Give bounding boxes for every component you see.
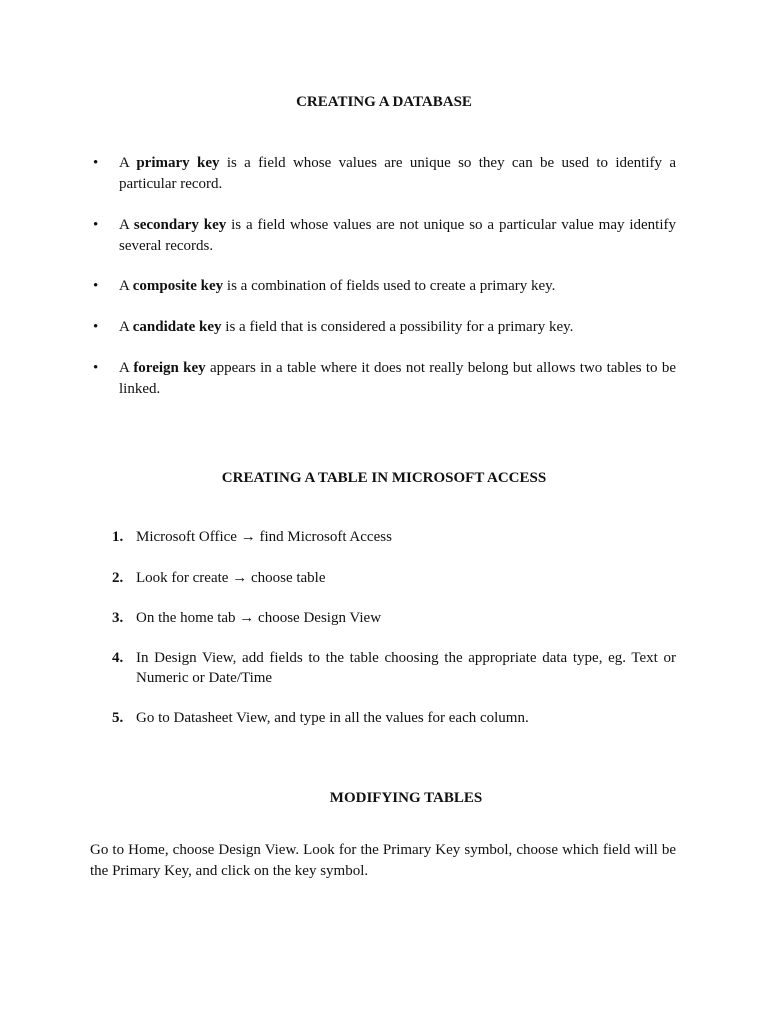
step-number: 2.	[112, 570, 124, 586]
list-item-text: A composite key is a combination of fields used to create a primary key.	[119, 278, 556, 294]
bullet-icon: •	[93, 278, 99, 294]
section-title-creating-table: CREATING A TABLE IN MICROSOFT ACCESS	[221, 470, 547, 486]
section-title-creating-database: CREATING A DATABASE	[296, 94, 472, 110]
modifying-tables-paragraph: Go to Home, choose Design View. Look for the Primary Key symbol, choose which field will be the Primary Key, and click on the key symbol.	[90, 842, 676, 879]
list-item-text: A candidate key is a field that is considered a possibility for a primary key.	[119, 319, 574, 335]
bullet-icon: •	[93, 217, 99, 233]
step-text: On the home tab → choose Design View	[136, 610, 382, 626]
list-item-text: A foreign key appears in a table where it does not really belong but allows two tables to be linked.	[119, 360, 676, 397]
step-text: In Design View, add fields to the table choosing the appropriate data type, eg. Text or Numeric or Date/Time	[136, 650, 676, 686]
section-title-modifying-tables: MODIFYING TABLES	[329, 790, 483, 806]
step-text: Go to Datasheet View, and type in all the values for each column.	[136, 710, 529, 726]
step-number: 1.	[112, 529, 124, 545]
step-number: 4.	[112, 650, 124, 666]
bullet-icon: •	[93, 360, 99, 376]
bullet-icon: •	[93, 155, 99, 171]
step-number: 3.	[112, 610, 124, 626]
list-item-text: A secondary key is a field whose values are not unique so a particular value may identify several records.	[119, 217, 677, 254]
step-number: 5.	[112, 710, 124, 726]
bullet-icon: •	[93, 319, 99, 335]
list-item-text: A primary key is a field whose values are unique so they can be used to identify a particular record.	[119, 155, 676, 192]
step-text: Microsoft Office → find Microsoft Access	[136, 529, 392, 545]
step-text: Look for create → choose table	[136, 570, 326, 586]
